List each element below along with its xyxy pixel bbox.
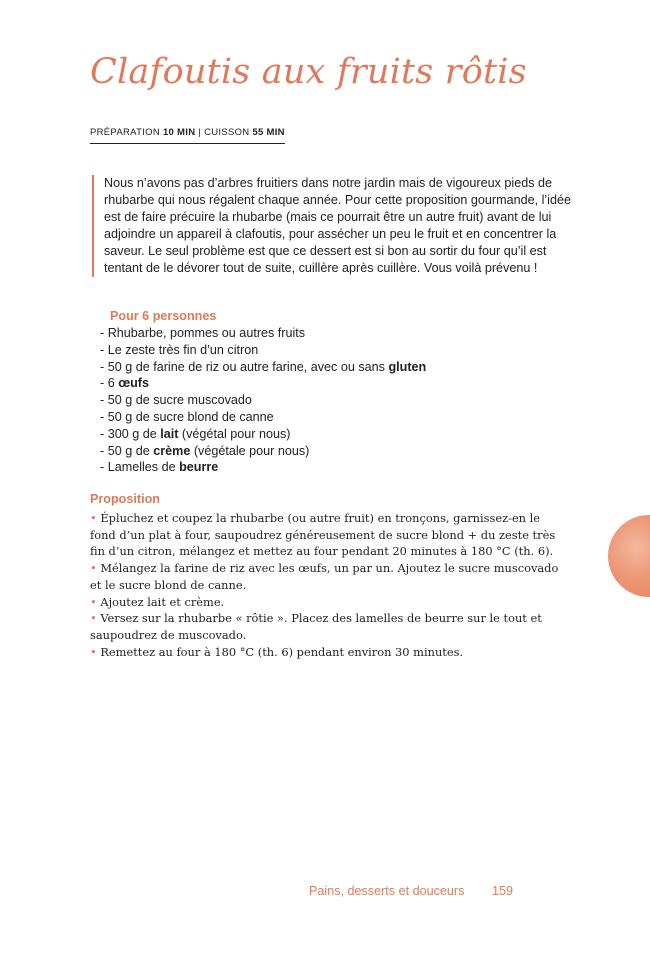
cook-label: CUISSON bbox=[204, 127, 250, 138]
proposition-heading: Proposition bbox=[90, 492, 160, 506]
ingredient-item: - 50 g de sucre muscovado bbox=[100, 392, 426, 409]
step-item: • Remettez au four à 180 °C (th. 6) pendant environ 30 minutes. bbox=[90, 644, 464, 659]
prep-value: 10 MIN bbox=[162, 127, 196, 138]
steps-list bbox=[90, 510, 568, 660]
ingredients-list bbox=[100, 325, 426, 476]
step-item: • Mélangez la farine de riz avec les œufs, un par un. Ajoutez le sucre muscovado et le sucre blond de canne. bbox=[90, 561, 559, 592]
step-item: • Épluchez et coupez la rhubarbe (ou autre fruit) en tronçons, garnissez-en le fond d’un plat à four, saupoudrez généreusement de sucre blond + du zeste très fin d’un citron, mélangez et mettez au four pendant 20 minutes à 180 °C (th. 6). bbox=[90, 511, 556, 559]
ingredient-item: - 50 g de sucre blond de canne bbox=[100, 409, 426, 426]
cook-value: 55 MIN bbox=[252, 127, 285, 138]
footer-section-title: Pains, desserts et douceurs bbox=[309, 884, 465, 898]
section-tab-circle bbox=[608, 515, 650, 597]
ingredient-item: - Le zeste très fin d’un citron bbox=[100, 342, 426, 359]
ingredients-heading: Pour 6 personnes bbox=[110, 309, 217, 323]
step-item: • Versez sur la rhubarbe « rôtie ». Placez des lamelles de beurre sur le tout et saupoudrez de muscovado. bbox=[90, 611, 542, 642]
bullet-icon: • bbox=[90, 611, 97, 626]
meta-separator: | bbox=[198, 127, 202, 138]
bullet-icon: • bbox=[90, 511, 97, 525]
ingredient-item: - Rhubarbe, pommes ou autres fruits bbox=[100, 325, 426, 342]
ingredient-item: - 50 g de farine de riz ou autre farine, avec ou sans gluten bbox=[100, 359, 426, 376]
bullet-icon: • bbox=[90, 594, 97, 609]
recipe-title: Clafoutis aux fruits rôtis bbox=[90, 52, 527, 92]
intro-paragraph: Nous n’avons pas d’arbres fruitiers dans notre jardin mais de vigoureux pieds de rhubarbe qui nous régalent chaque année. Pour cette proposition gourmande, l’idée est de faire précuire la rhubarbe (mais ce pourrait être un autre fruit) avant de lui adjoindre un appareil à clafoutis, pour assécher un peu le fruit et en concentrer la saveur. Le seul problème est que ce dessert est si bon au sortir du four qu’il est tentant de le dévorer tout de suite, cuillère après cuillère. Vous voilà prévenu ! bbox=[92, 175, 574, 277]
ingredient-item: - 50 g de crème (végétale pour nous) bbox=[100, 443, 426, 460]
step-item: • Ajoutez lait et crème. bbox=[90, 594, 225, 609]
ingredient-item: - 6 œufs bbox=[100, 375, 426, 392]
bullet-icon: • bbox=[90, 561, 97, 576]
bullet-icon: • bbox=[90, 644, 97, 659]
ingredient-item: - 300 g de lait (végétal pour nous) bbox=[100, 426, 426, 443]
prep-label: PRÉPARATION bbox=[90, 127, 160, 138]
prep-cook-times bbox=[90, 127, 285, 144]
ingredient-item: - Lamelles de beurre bbox=[100, 459, 426, 476]
page-number: 159 bbox=[492, 884, 514, 898]
